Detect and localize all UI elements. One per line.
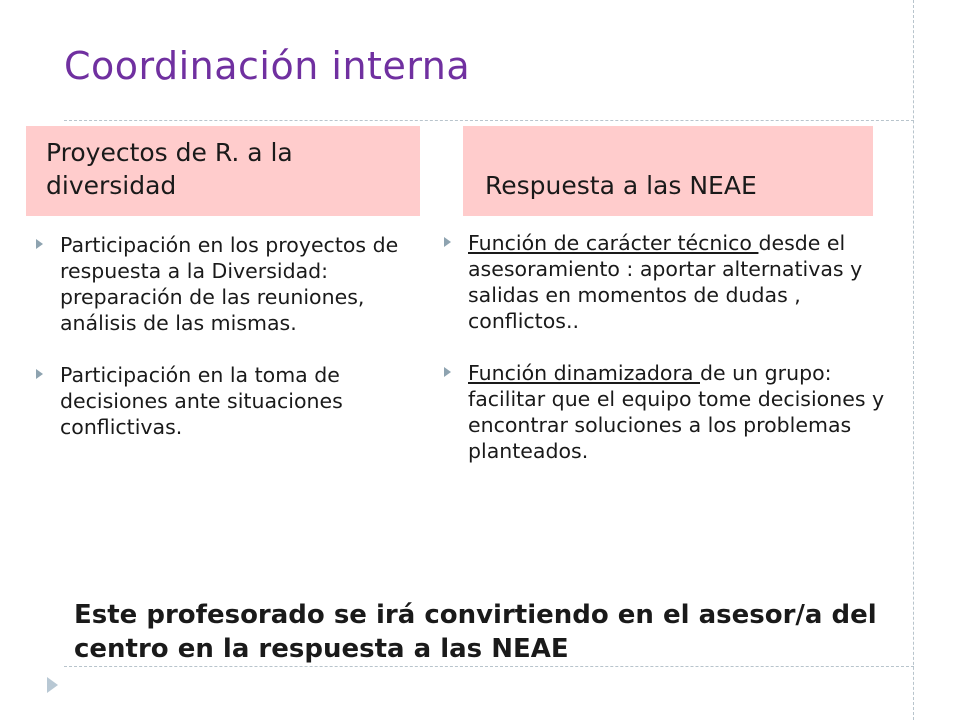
bullet-text: Participación en la toma de decisiones ante situaciones conflictivas. — [60, 363, 343, 439]
list-item — [30, 232, 422, 336]
left-bullet-list — [30, 232, 422, 440]
header-respuesta-neae — [463, 126, 873, 216]
right-bullet-list — [438, 230, 904, 464]
list-item — [438, 230, 904, 334]
bullet-text: desde el asesoramiento : aportar alternativas y salidas en momentos de dudas , conflictos.. — [468, 231, 863, 333]
footer-divider — [64, 666, 914, 667]
list-item — [30, 362, 422, 440]
header-proyectos-label: Proyectos de R. a la diversidad — [46, 138, 293, 200]
bullet-underlined-term: Función dinamizadora — [468, 361, 700, 385]
header-proyectos-diversidad — [26, 126, 420, 216]
footer-statement: Este profesorado se irá convirtiendo en el asesor/a del centro en la respuesta a las NEAE — [74, 600, 877, 664]
bullet-underlined-term: Función de carácter técnico — [468, 231, 759, 255]
list-item — [438, 360, 904, 464]
bullet-arrow-icon — [36, 239, 43, 249]
title-divider — [64, 120, 914, 121]
slide-title: Coordinación interna — [64, 44, 471, 88]
header-neae-label: Respuesta a las NEAE — [485, 171, 757, 200]
bullet-arrow-icon — [444, 367, 451, 377]
bullet-text: de un grupo: facilitar que el equipo tome decisiones y encontrar soluciones a los problemas planteados. — [468, 361, 885, 463]
bullet-arrow-icon — [36, 369, 43, 379]
corner-arrow-icon — [47, 677, 58, 693]
bullet-arrow-icon — [444, 237, 451, 247]
bullet-text: Participación en los proyectos de respuesta a la Diversidad: preparación de las reuniones, análisis de las mismas. — [60, 233, 399, 335]
